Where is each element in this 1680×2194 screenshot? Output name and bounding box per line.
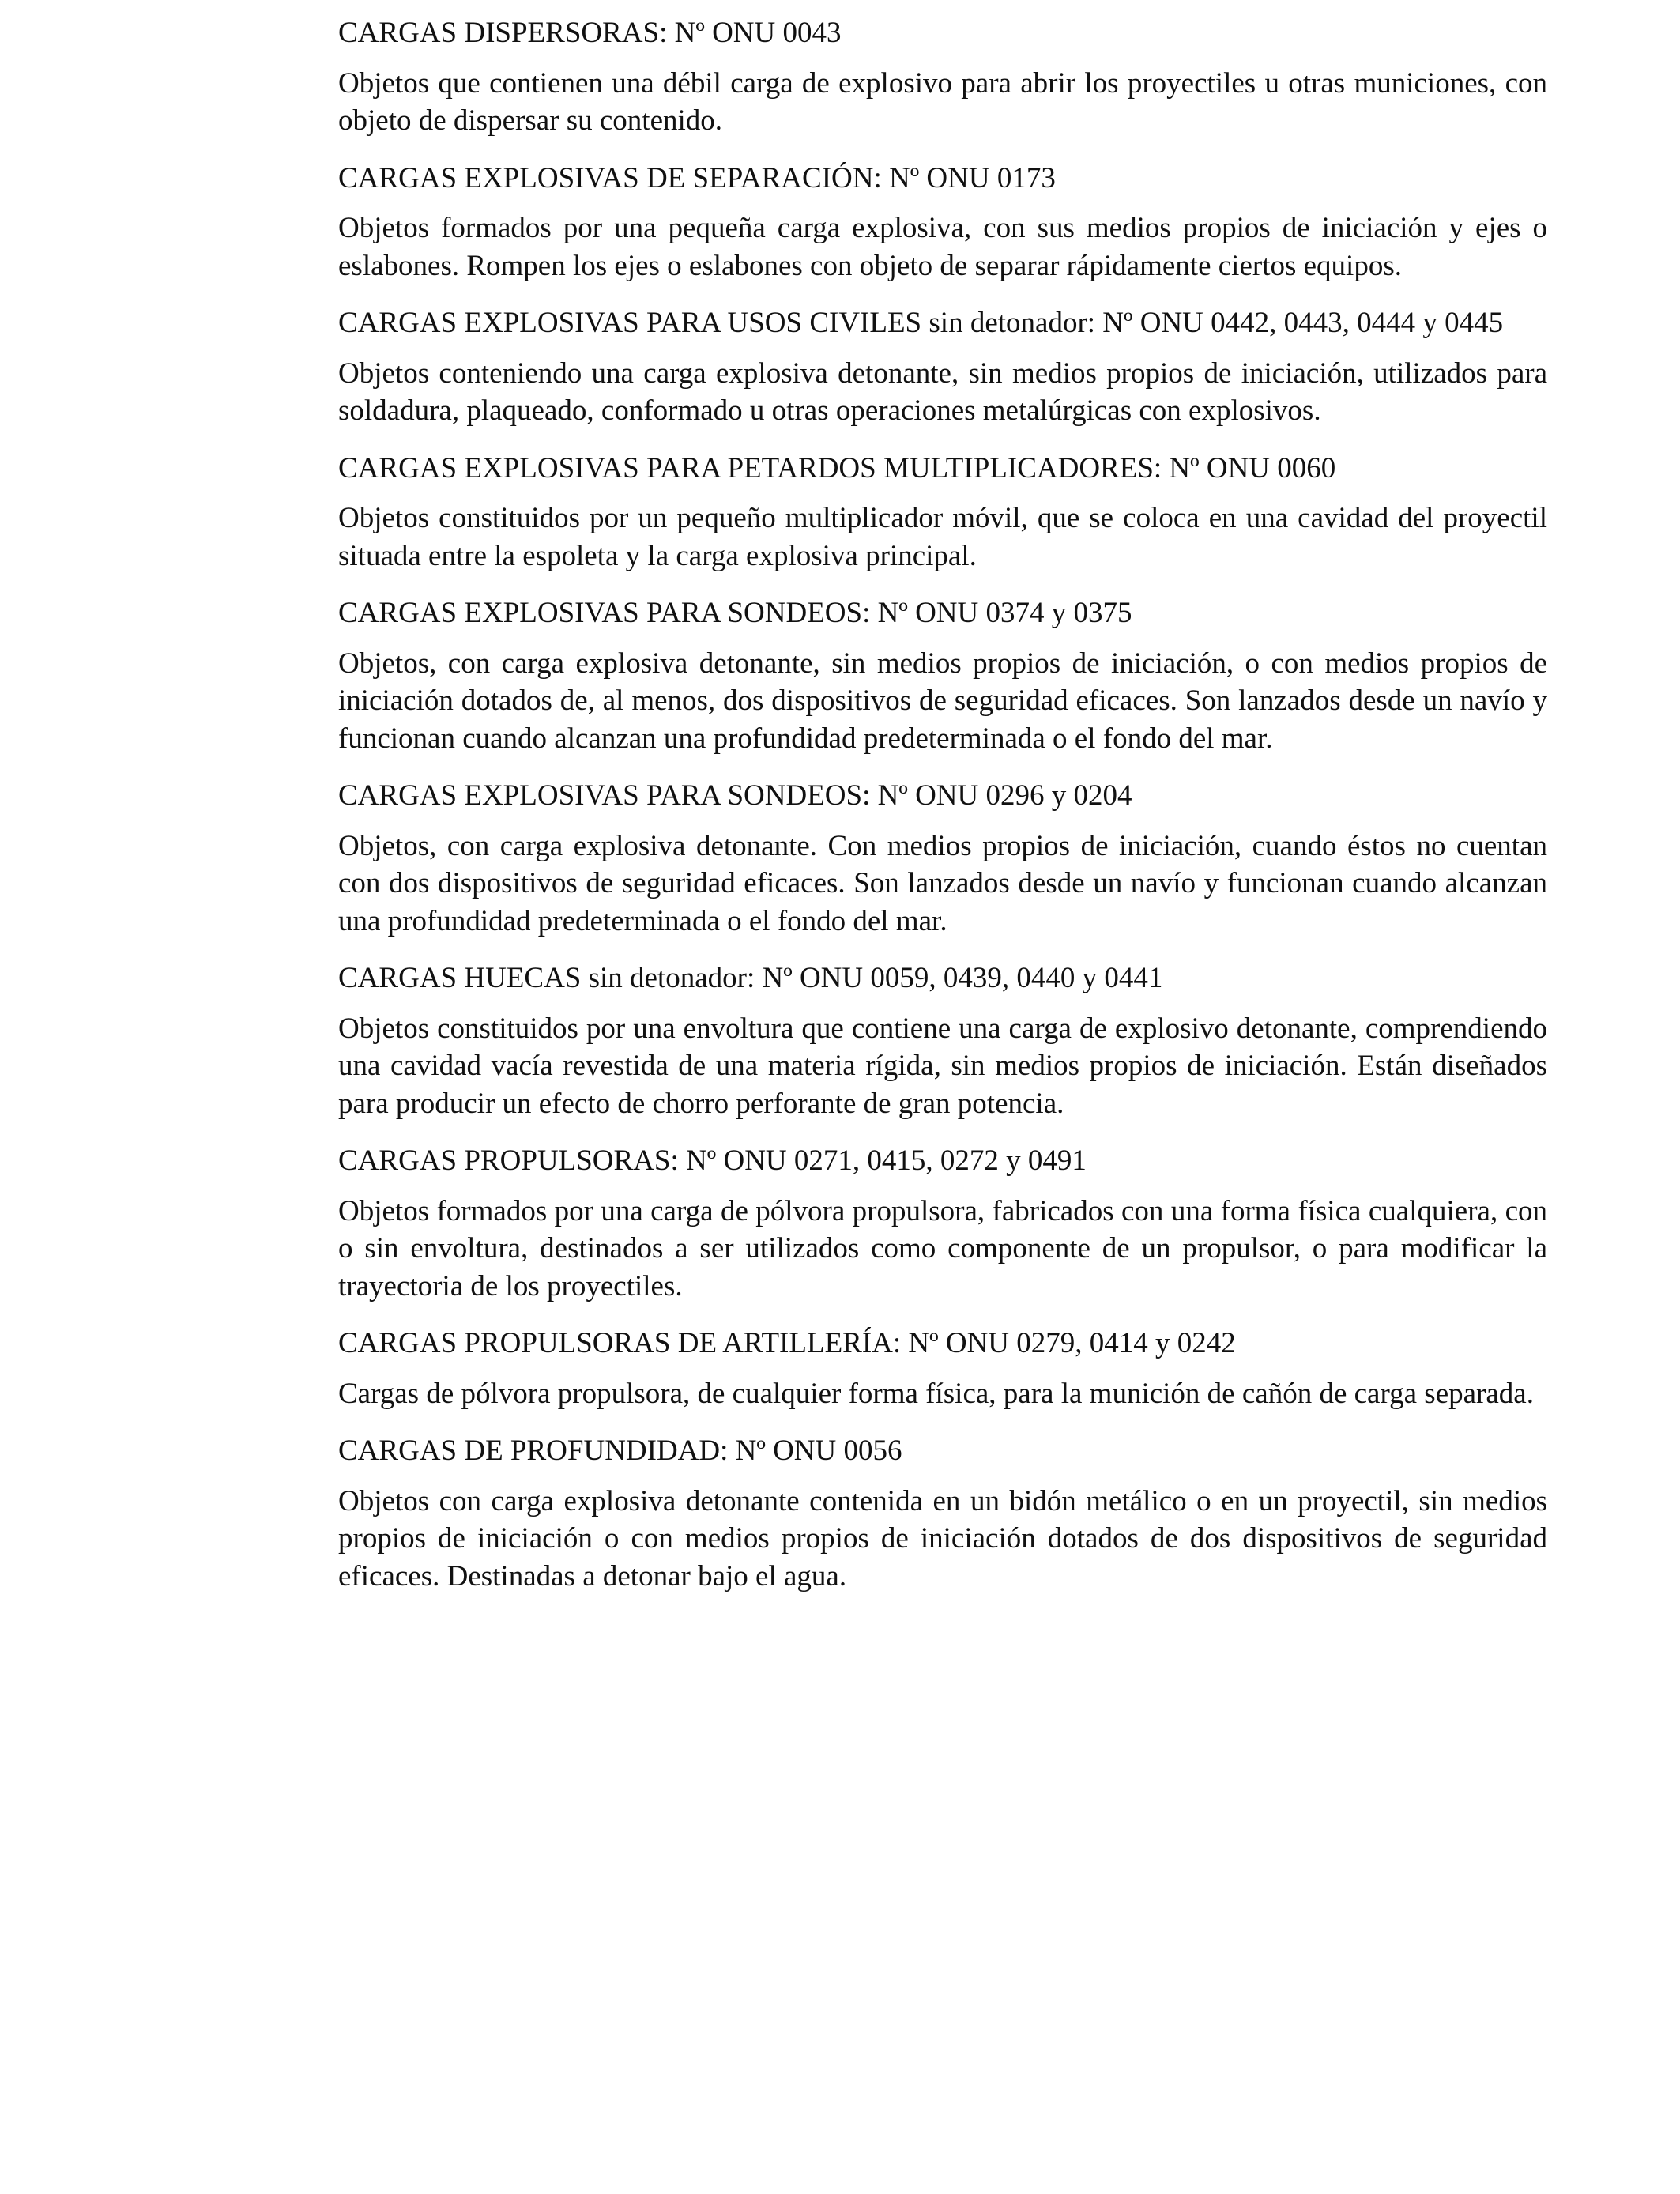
entry-description: Objetos con carga explosiva detonante contenida en un bidón metálico o en un proyectil, sin medios propios de iniciación o con medios propios de iniciación dotados de dos dispositivos de seguridad eficaces. Destinadas a detonar bajo el agua. <box>338 1484 1547 1593</box>
entry-cargas-explosivas-sondeos-0296 <box>338 777 1547 940</box>
entry-cargas-propulsoras <box>338 1142 1547 1305</box>
entry-heading: CARGAS EXPLOSIVAS DE SEPARACIÓN: Nº ONU 0173 <box>338 161 1056 194</box>
entry-heading: CARGAS EXPLOSIVAS PARA USOS CIVILES sin detonador: Nº ONU 0442, 0443, 0444 y 0445 <box>338 307 1504 339</box>
document-body <box>338 14 1547 1615</box>
entry-description: Cargas de pólvora propulsora, de cualquier forma física, para la munición de cañón de carga separada. <box>338 1377 1534 1410</box>
entry-cargas-explosivas-sondeos-0374 <box>338 594 1547 757</box>
entry-cargas-explosivas-petardos <box>338 450 1547 575</box>
entry-heading: CARGAS DISPERSORAS: Nº ONU 0043 <box>338 17 842 49</box>
entry-description: Objetos formados por una pequeña carga explosiva, con sus medios propios de iniciación y ejes o eslabones. Rompen los ejes o eslabones con objeto de separar rápidamente ciertos equipos. <box>338 212 1547 282</box>
entry-cargas-explosivas-usos-civiles <box>338 304 1547 430</box>
entry-cargas-huecas <box>338 959 1547 1122</box>
entry-cargas-profundidad <box>338 1432 1547 1595</box>
entry-heading: CARGAS DE PROFUNDIDAD: Nº ONU 0056 <box>338 1434 902 1467</box>
entry-cargas-dispersoras <box>338 14 1547 140</box>
entry-description: Objetos formados por una carga de pólvora propulsora, fabricados con una forma física cualquiera, con o sin envoltura, destinados a ser utilizados como componente de un propulsor, o para modificar la trayectoria de los proyectiles. <box>338 1194 1547 1302</box>
entry-heading: CARGAS PROPULSORAS DE ARTILLERÍA: Nº ONU 0279, 0414 y 0242 <box>338 1327 1236 1359</box>
entry-heading: CARGAS EXPLOSIVAS PARA SONDEOS: Nº ONU 0296 y 0204 <box>338 779 1132 812</box>
entry-cargas-propulsoras-artilleria <box>338 1325 1547 1412</box>
entry-heading: CARGAS HUECAS sin detonador: Nº ONU 0059, 0439, 0440 y 0441 <box>338 962 1163 994</box>
entry-description: Objetos conteniendo una carga explosiva detonante, sin medios propios de iniciación, utilizados para soldadura, plaqueado, conformado u otras operaciones metalúrgicas con explosivos. <box>338 356 1547 427</box>
entry-heading: CARGAS PROPULSORAS: Nº ONU 0271, 0415, 0272 y 0491 <box>338 1144 1087 1177</box>
entry-cargas-explosivas-separacion <box>338 160 1547 285</box>
entry-description: Objetos, con carga explosiva detonante, sin medios propios de iniciación, o con medios propios de iniciación dotados de, al menos, dos dispositivos de seguridad eficaces. Son lanzados desde un navío y funcionan cuando alcanzan una profundidad predeterminada o el fondo del mar. <box>338 647 1547 755</box>
entry-heading: CARGAS EXPLOSIVAS PARA PETARDOS MULTIPLICADORES: Nº ONU 0060 <box>338 451 1336 484</box>
entry-description: Objetos constituidos por una envoltura que contiene una carga de explosivo detonante, comprendiendo una cavidad vacía revestida de una materia rígida, sin medios propios de iniciación. Están diseñados para producir un efecto de chorro perforante de gran potencia. <box>338 1012 1547 1120</box>
entry-description: Objetos constituidos por un pequeño multiplicador móvil, que se coloca en una cavidad del proyectil situada entre la espoleta y la carga explosiva principal. <box>338 502 1547 572</box>
entry-description: Objetos que contienen una débil carga de explosivo para abrir los proyectiles u otras municiones, con objeto de dispersar su contenido. <box>338 66 1547 137</box>
entry-description: Objetos, con carga explosiva detonante. Con medios propios de iniciación, cuando éstos no cuentan con dos dispositivos de seguridad eficaces. Son lanzados desde un navío y funcionan cuando alcanzan una profundidad predeterminada o el fondo del mar. <box>338 829 1547 937</box>
entry-heading: CARGAS EXPLOSIVAS PARA SONDEOS: Nº ONU 0374 y 0375 <box>338 597 1132 629</box>
